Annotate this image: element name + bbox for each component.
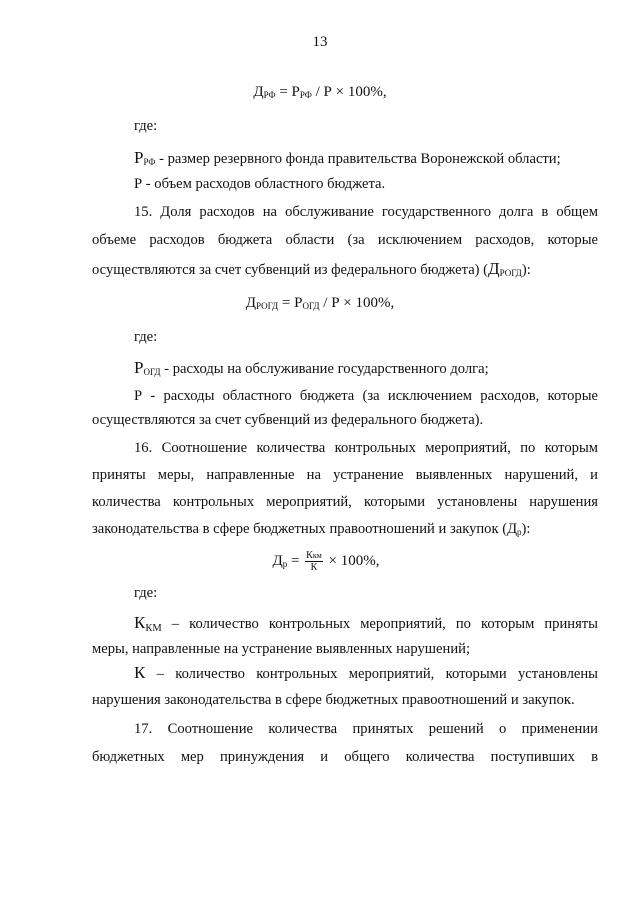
paragraph-16-end: ):	[521, 521, 531, 537]
definition-kkm-sub: КМ	[145, 623, 162, 634]
where-label-3: где:	[134, 585, 158, 601]
definition-kkm-line-1	[92, 612, 598, 639]
definition-kkm-line-2: меры, направленные на устранение выявленных нарушений;	[92, 641, 470, 657]
paragraph-16-sub: р	[517, 527, 522, 537]
definition-p-2-line-1: Р - расходы областного бюджета (за исключением расходов, которые	[134, 388, 598, 404]
formula-dr-rest: × 100%,	[324, 552, 380, 569]
definition-k-symbol: К	[134, 663, 146, 682]
definition-k-line-2: нарушения законодательства в сфере бюджетных правоотношений и закупок.	[92, 692, 575, 708]
definition-p-2	[92, 386, 598, 431]
definition-rf-text: - размер резервного фонда правительства Воронежской области;	[155, 151, 561, 167]
formula-dr-denominator: К	[310, 562, 318, 573]
formula-rf-rhs-sub: РФ	[299, 90, 312, 100]
definition-k	[92, 662, 598, 711]
formula-rogd-lhs: Д	[245, 295, 256, 311]
paragraph-15-end: ):	[521, 262, 531, 278]
paragraph-15-symbol-sub: РОГД	[499, 268, 522, 278]
definition-ogd-symbol: Р	[134, 358, 144, 377]
definition-p-2-line-2: осуществляются за счет субвенций из федерального бюджета).	[92, 412, 484, 428]
formula-dr-eq: =	[287, 552, 304, 569]
definition-kkm-text: – количество контрольных мероприятий, по которым приняты	[161, 616, 598, 632]
formula-rogd-rest: / Р × 100%,	[319, 295, 395, 311]
formula-rogd	[0, 295, 640, 312]
paragraph-16-line-2: приняты меры, направленные на устранение выявленных нарушений, и	[92, 467, 598, 483]
formula-dr-fraction	[305, 550, 323, 573]
paragraph-15-symbol: Д	[488, 259, 500, 278]
definition-k-text: – количество контрольных мероприятий, которыми установлены	[145, 666, 598, 682]
paragraph-16-line-4-text: законодательства в сфере бюджетных правоотношений и закупок (Д	[92, 521, 518, 537]
formula-dr-lhs: Д	[272, 552, 283, 569]
definition-kkm-symbol: К	[134, 613, 146, 632]
definition-ogd-sub: ОГД	[143, 367, 161, 377]
formula-rf	[0, 84, 640, 101]
formula-dr	[6, 550, 640, 573]
formula-dr-lhs-sub: р	[282, 558, 288, 569]
formula-dr-num-symbol: К	[306, 550, 313, 561]
paragraph-16-line-4	[92, 519, 598, 541]
paragraph-17-line-1: 17. Соотношение количества принятых решений о применении	[134, 721, 598, 737]
definition-rf	[134, 148, 561, 168]
definition-rf-sub: РФ	[143, 157, 156, 167]
definition-ogd	[134, 358, 489, 378]
definition-rf-symbol: Р	[134, 148, 144, 167]
paragraph-17	[92, 719, 598, 768]
paragraph-15-line-1: 15. Доля расходов на обслуживание государственного долга в общем	[134, 204, 598, 220]
definition-kkm	[92, 612, 598, 660]
formula-rf-lhs: Д	[253, 84, 264, 100]
formula-rf-eq: = Р	[275, 84, 300, 100]
definition-k-line-1	[92, 662, 598, 690]
formula-rf-rest: / Р × 100%,	[311, 84, 387, 100]
paragraph-15	[92, 202, 598, 286]
definition-p-1: Р - объем расходов областного бюджета.	[134, 176, 386, 192]
paragraph-16-line-1: 16. Соотношение количества контрольных мероприятий, по которым	[134, 440, 598, 456]
formula-rogd-eq: = Р	[278, 295, 303, 311]
paragraph-16-line-3: количества контрольных мероприятий, которыми установлены нарушения	[92, 494, 598, 510]
formula-rogd-rhs-sub: ОГД	[302, 301, 320, 311]
paragraph-15-line-3-text: осуществляются за счет субвенций из федерального бюджета) (	[92, 262, 489, 278]
formula-dr-numerator	[305, 550, 323, 562]
formula-rogd-lhs-sub: РОГД	[255, 301, 279, 311]
page-number: 13	[312, 34, 328, 50]
paragraph-17-line-2: бюджетных мер принуждения и общего количества поступивших в	[92, 749, 598, 765]
formula-rf-lhs-sub: РФ	[263, 90, 276, 100]
where-label-1: где:	[134, 118, 158, 134]
definition-ogd-text: - расходы на обслуживание государственного долга;	[160, 361, 489, 377]
paragraph-15-line-2: объеме расходов бюджета области (за исключением расходов, которые	[92, 232, 598, 248]
paragraph-15-line-3	[92, 258, 598, 286]
formula-dr-num-sub: км	[312, 551, 322, 560]
where-label-2: где:	[134, 329, 158, 345]
paragraph-16	[92, 438, 598, 541]
